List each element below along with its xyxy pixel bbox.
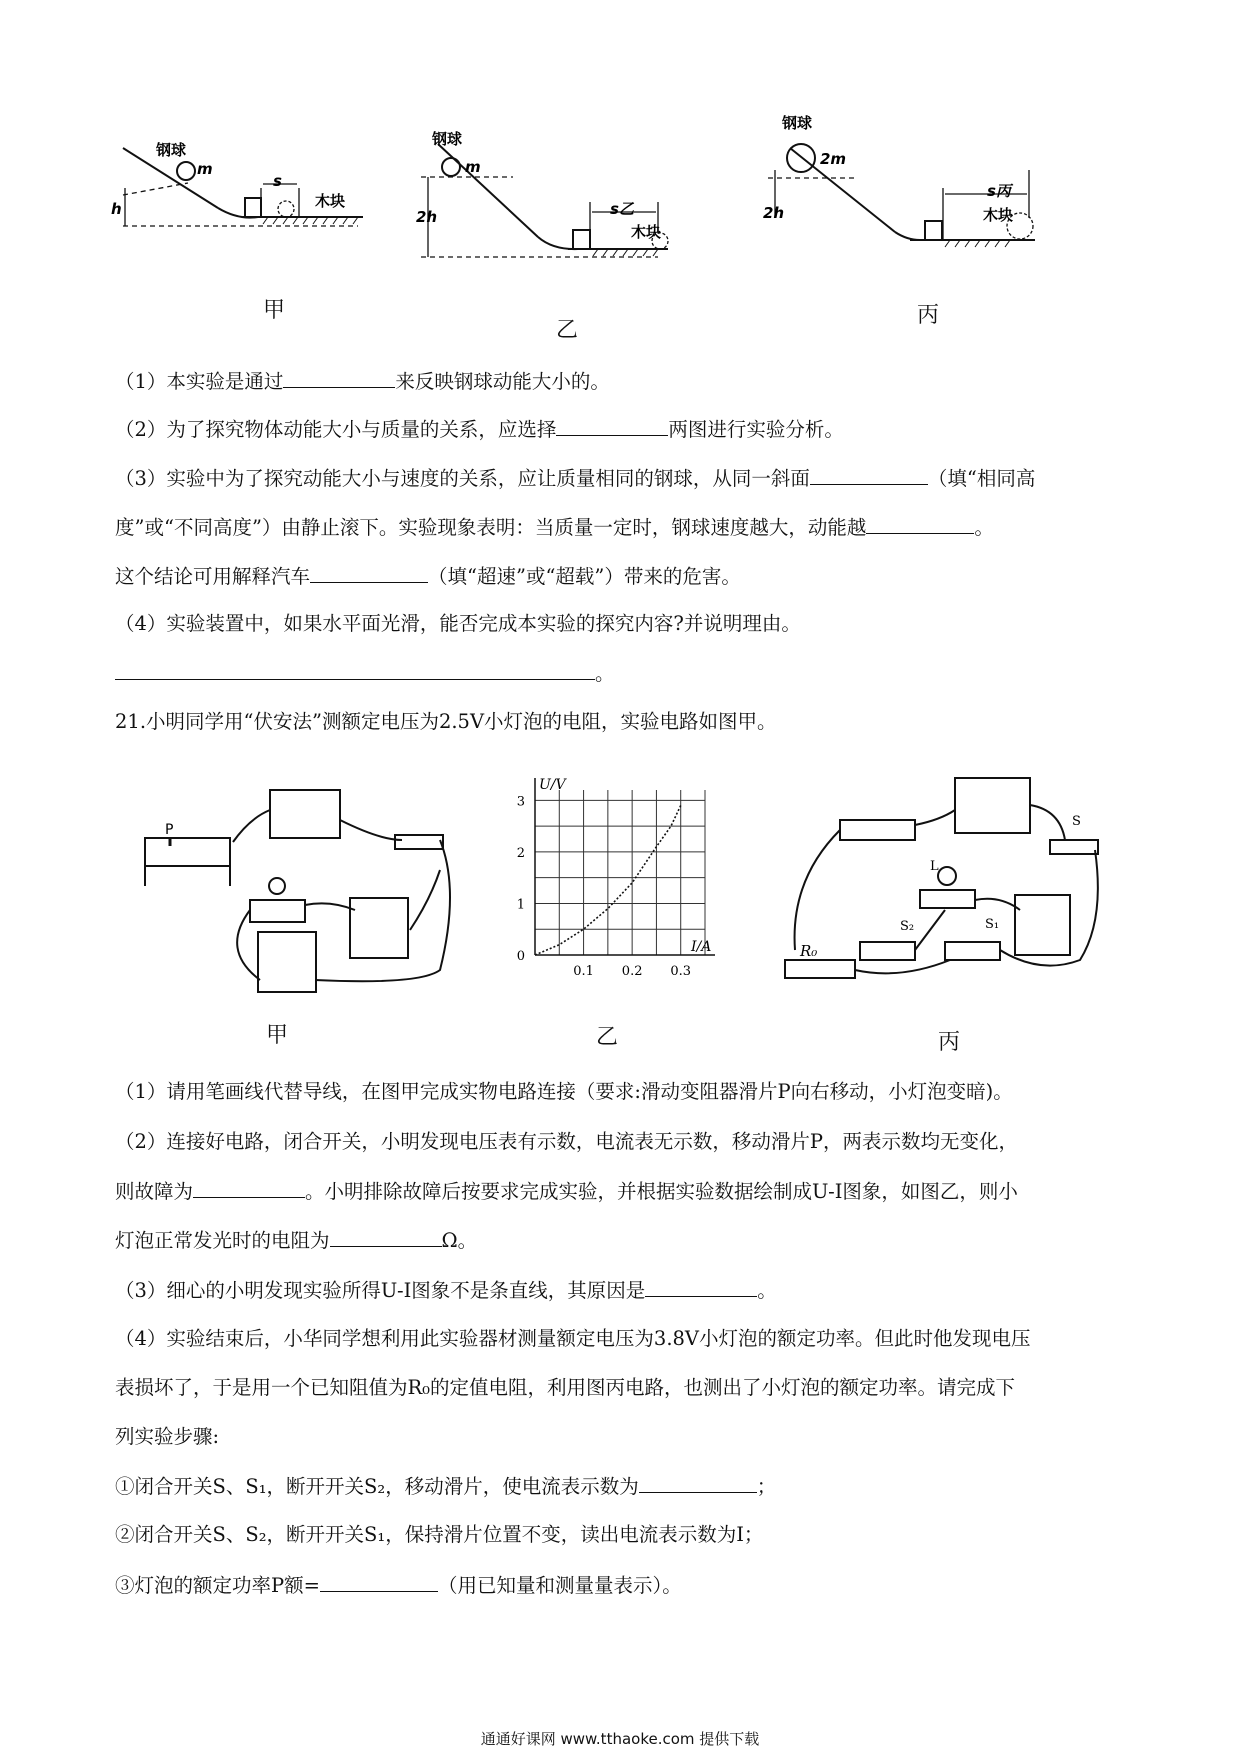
q21-item-2: （2）连接好电路，闭合开关，小明发现电压表有示数，电流表无示数，移动滑片P，两表示数均无变化，	[115, 1130, 1019, 1153]
mass-label: m	[465, 158, 481, 176]
mass-label: 2m	[820, 150, 847, 168]
ball-label: 钢球	[432, 130, 463, 148]
block-label: 木块	[315, 192, 346, 210]
ball-label: 钢球	[782, 114, 813, 132]
answer-blank[interactable]	[639, 1472, 757, 1493]
answer-blank[interactable]	[556, 415, 668, 436]
ball-label: 钢球	[156, 141, 187, 159]
x-tick-label: 0.3	[670, 964, 692, 979]
answer-blank[interactable]	[810, 464, 928, 485]
ui-chart	[505, 775, 720, 980]
q21-step-1: ①闭合开关S、S₁，断开开关S₂，移动滑片，使电流表示数为 ；	[115, 1472, 776, 1501]
footer: 通通好课网 www.tthaoke.com 提供下载	[480, 1730, 760, 1748]
block-label: 木块	[983, 206, 1014, 224]
q20-item-4-answer: 。	[115, 659, 615, 688]
q20-item-1: （1）本实验是通过 来反映钢球动能大小的。	[115, 367, 610, 396]
caption-circuit-a: 甲	[266, 1023, 289, 1048]
switch-s2-label: S₂	[900, 919, 915, 934]
q20-item-3: （3）实验中为了探究动能大小与速度的关系，应让质量相同的钢球，从同一斜面 （填“相同高	[115, 464, 1035, 493]
answer-blank[interactable]	[115, 659, 595, 680]
figure-circuit-c	[780, 770, 1110, 995]
y-tick-label: 2	[516, 845, 525, 861]
q20-item-3c: 这个结论可用解释汽车 （填“超速”或“超载”）带来的危害。	[115, 562, 741, 591]
caption-b: 乙	[556, 318, 579, 343]
figure-b	[418, 122, 668, 272]
answer-blank[interactable]	[283, 367, 395, 388]
caption-circuit-c: 丙	[938, 1030, 961, 1055]
figure-circuit-a	[140, 780, 480, 995]
q21-item-3: （3）细心的小明发现实验所得U-I图象不是条直线，其原因是 。	[115, 1276, 777, 1305]
q20-item-3b: 度”或“不同高度”）由静止滚下。实验现象表明：当质量一定时，钢球速度越大，动能越 。	[115, 513, 994, 542]
answer-blank[interactable]	[310, 562, 428, 583]
lamp-label: L	[930, 859, 939, 874]
q21-item-2c: 灯泡正常发光时的电阻为 Ω。	[115, 1226, 477, 1255]
q21-step-2: ②闭合开关S、S₂，断开开关S₁，保持滑片位置不变，读出电流表示数为I；	[115, 1523, 764, 1546]
x-tick-label: 0.1	[573, 964, 594, 979]
caption-c: 丙	[917, 303, 940, 328]
answer-blank[interactable]	[193, 1177, 305, 1198]
block-label: 木块	[631, 223, 662, 241]
answer-blank[interactable]	[645, 1276, 757, 1297]
figure-c	[765, 108, 1045, 248]
q21-intro: 21.小明同学用“伏安法”测额定电压为2.5V小灯泡的电阻，实验电路如图甲。	[115, 710, 777, 733]
q21-item-1: （1）请用笔画线代替导线，在图甲完成实物电路连接（要求:滑动变阻器滑片P向右移动，小灯泡变暗)。	[115, 1080, 1013, 1103]
caption-a: 甲	[263, 298, 286, 323]
height-label: h	[111, 200, 122, 218]
distance-label: s丙	[987, 182, 1011, 200]
q20-item-4: （4）实验装置中，如果水平面光滑，能否完成本实验的探究内容?并说明理由。	[115, 612, 801, 635]
mass-label: m	[197, 160, 213, 178]
y-tick-label: 0	[516, 949, 525, 964]
q21-item-4b: 表损坏了，于是用一个已知阻值为R₀的定值电阻，利用图丙电路，也测出了小灯泡的额定功率。请完成下	[115, 1376, 1015, 1399]
q21-item-4c: 列实验步骤:	[115, 1425, 220, 1448]
slider-label: P	[165, 822, 174, 838]
x-axis-label: I/A	[691, 939, 712, 955]
r0-label: R₀	[800, 942, 818, 960]
distance-label: s乙	[610, 200, 634, 218]
height-label: 2h	[763, 204, 785, 222]
answer-blank[interactable]	[866, 513, 974, 534]
answer-blank[interactable]	[330, 1226, 442, 1247]
q21-item-4: （4）实验结束后，小华同学想利用此实验器材测量额定电压为3.8V小灯泡的额定功率。但此时他发现电压	[115, 1327, 1031, 1350]
q20-item-2: （2）为了探究物体动能大小与质量的关系，应选择 两图进行实验分析。	[115, 415, 844, 444]
x-tick-label: 0.2	[621, 964, 643, 979]
switch-s1-label: S₁	[985, 917, 1000, 932]
y-tick-label: 3	[516, 794, 525, 810]
figure-a	[111, 140, 363, 245]
q21-step-3: ③灯泡的额定功率P额= （用已知量和测量量表示）。	[115, 1571, 682, 1600]
y-axis-label: U/V	[539, 777, 566, 793]
q21-item-2b: 则故障为 。小明排除故障后按要求完成实验，并根据实验数据绘制成U-I图象，如图乙，则小	[115, 1177, 1018, 1206]
y-tick-label: 1	[516, 897, 525, 913]
switch-s-label: S	[1072, 814, 1081, 829]
distance-label: s	[273, 172, 282, 190]
caption-chart: 乙	[596, 1025, 619, 1050]
answer-blank[interactable]	[320, 1571, 438, 1592]
height-label: 2h	[416, 208, 438, 226]
